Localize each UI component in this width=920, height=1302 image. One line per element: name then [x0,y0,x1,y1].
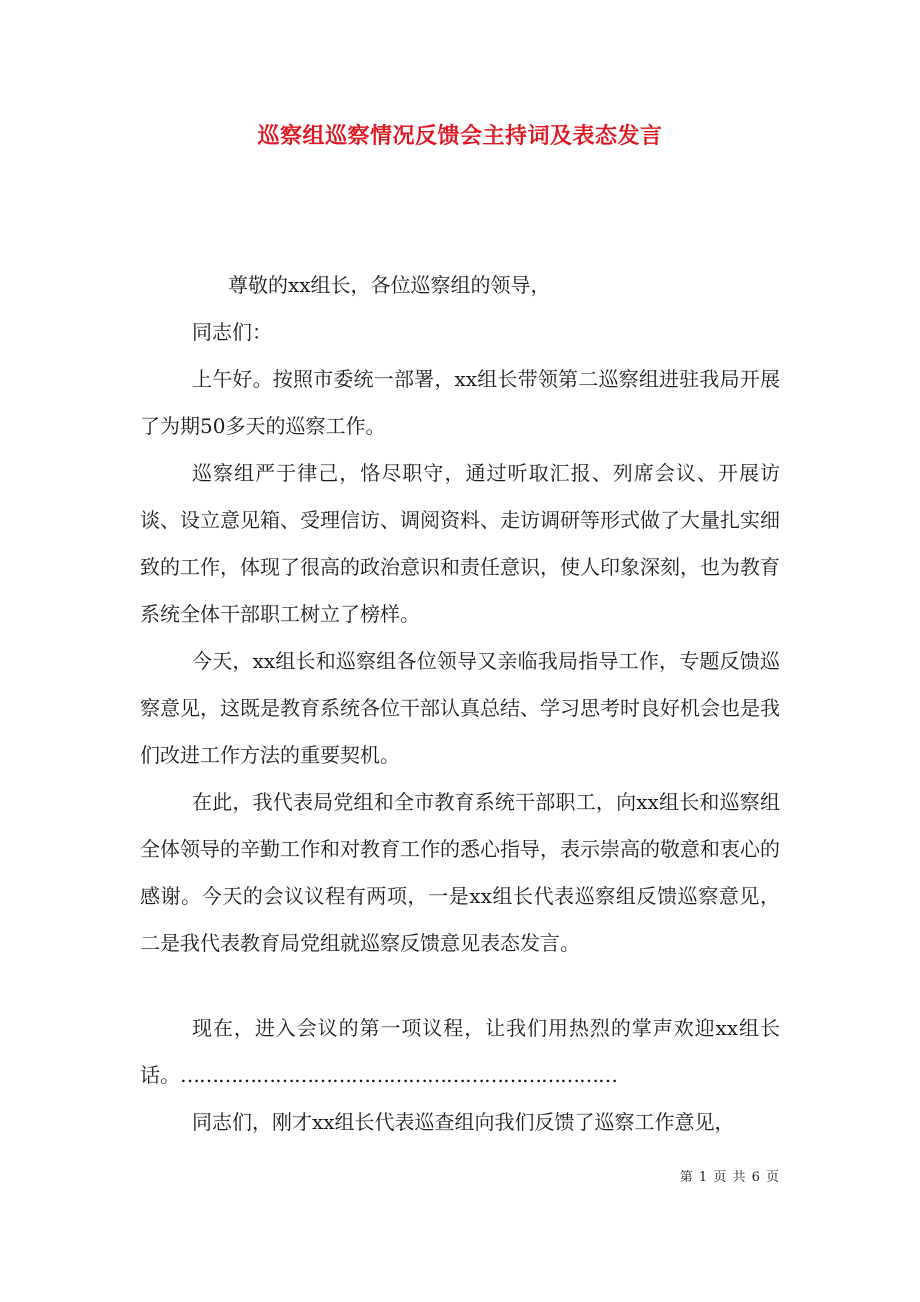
greeting: 同志们： [192,320,272,344]
salutation: 尊敬的xx组长，各位巡察组的领导， [228,273,551,297]
paragraph: 在此，我代表局党组和全市教育系统干部职工，向xx组长和巡察组全体领导的辛勤工作和对教育工作的悉心指导，表示崇高的敬意和衷心的感谢。今天的会议议程有两项，一是xx组长代表巡察组反馈巡察意见，二是我代表教育局党组就巡察反馈意见表态发言。 [140,790,780,955]
document-title: 巡察组巡察情况反馈会主持词及表态发言 [257,123,663,149]
page-number: 第 1 页 共 6 页 [679,1170,780,1185]
agenda-text: 现在，进入会议的第一项议程，让我们用热烈的掌声欢迎xx组长话。 [140,1016,780,1087]
agenda-paragraph [140,1005,780,1099]
paragraph: 今天，xx组长和巡察组各位领导又亲临我局指导工作，专题反馈巡察意见，这既是教育系统各位干部认真总结、学习思考时良好机会也是我们改进工作方法的重要契机。 [140,649,780,767]
closing-paragraph: 同志们，刚才xx组长代表巡查组向我们反馈了巡察工作意见， [192,1110,735,1134]
paragraph: 巡察组严于律己，恪尽职守，通过听取汇报、列席会议、开展访谈、设立意见箱、受理信访、调阅资料、走访调研等形式做了大量扎实细致的工作，体现了很高的政治意识和责任意识，使人印象深刻，也为教育系统全体干部职工树立了榜样。 [140,461,780,626]
agenda-dots: …………………………………………………………… [180,1063,617,1087]
paragraph: 上午好。按照市委统一部署，xx组长带领第二巡察组进驻我局开展了为期50多天的巡察工作。 [140,367,780,438]
document-body [140,262,780,1146]
